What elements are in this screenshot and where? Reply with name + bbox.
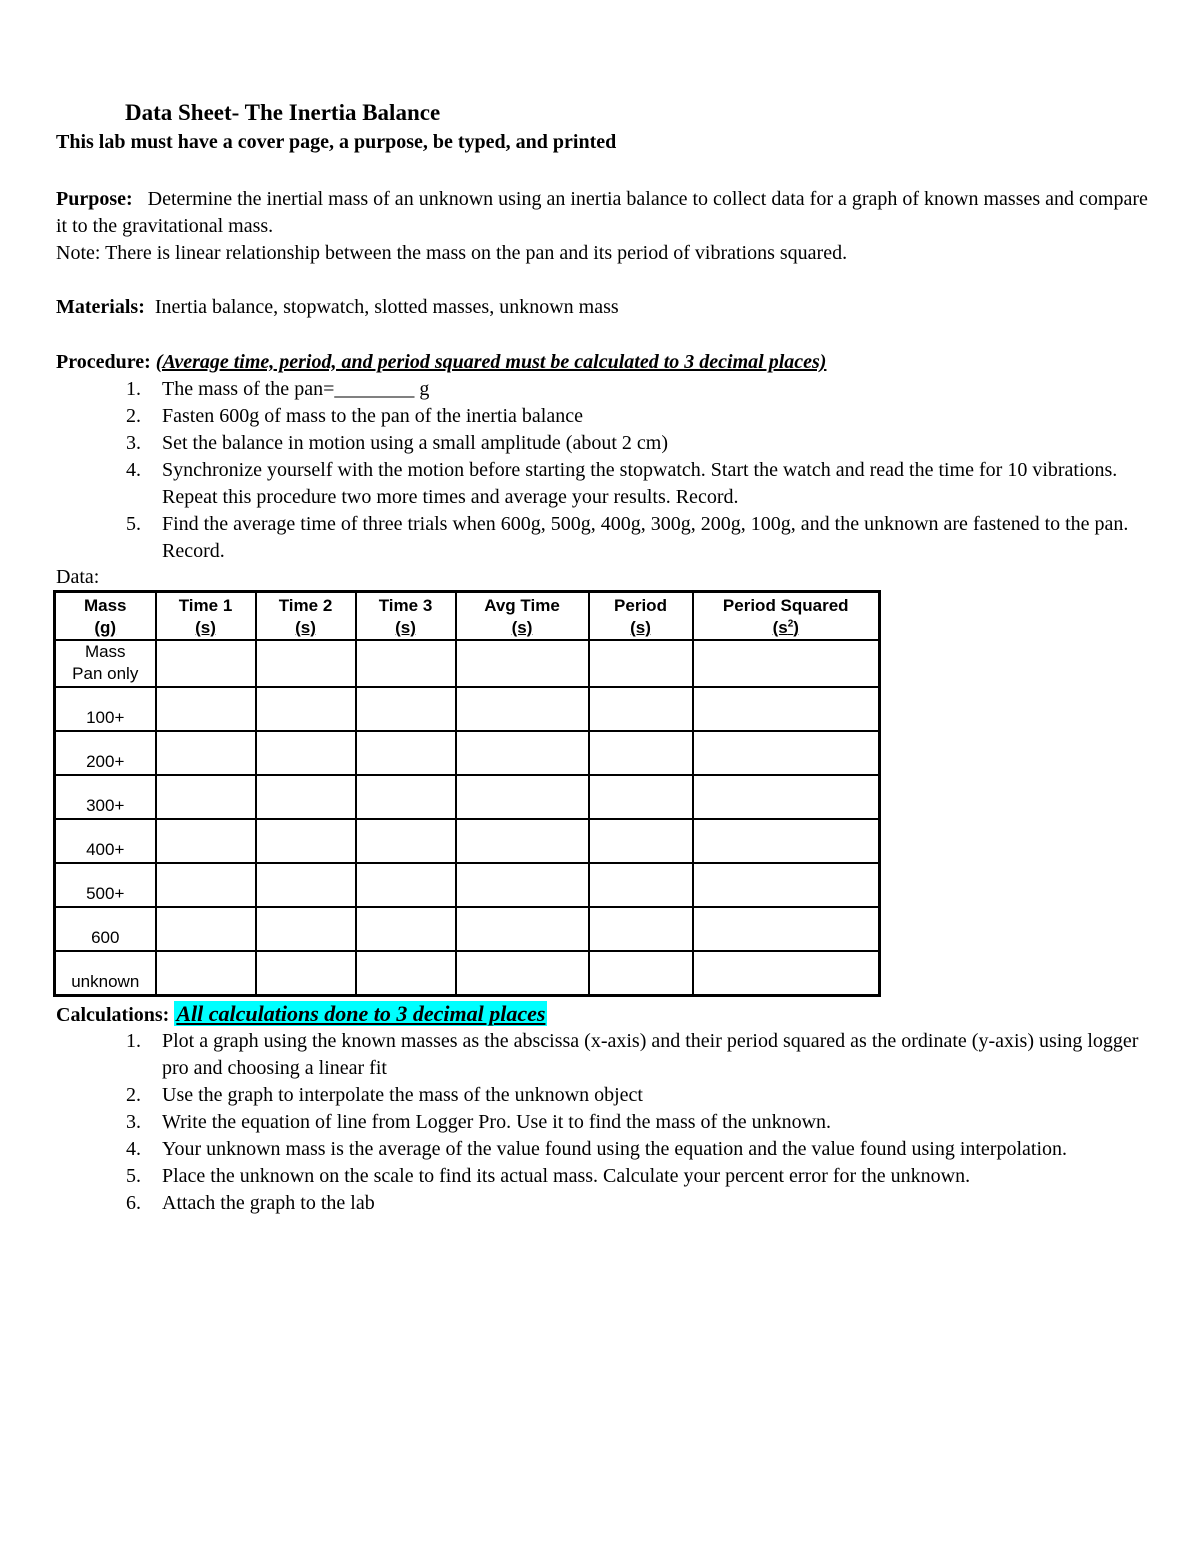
time-2-cell[interactable]	[256, 819, 356, 863]
step-number: 3.	[126, 432, 141, 454]
time-2-cell[interactable]	[256, 775, 356, 819]
time-2-cell[interactable]	[256, 951, 356, 995]
calculation-steps	[126, 1028, 1156, 1217]
avg-time-cell[interactable]	[456, 731, 589, 775]
step-number: 2.	[126, 405, 141, 427]
avg-time-cell[interactable]	[456, 951, 589, 995]
calculations-heading	[56, 1000, 547, 1029]
time-1-cell[interactable]	[156, 731, 256, 775]
period-cell[interactable]	[589, 819, 693, 863]
mass-cell: 300+	[55, 775, 156, 819]
list-item	[126, 1028, 1156, 1082]
time-1-cell[interactable]	[156, 863, 256, 907]
materials-label: Materials:	[56, 296, 145, 318]
step-number: 4.	[126, 1138, 141, 1160]
data-table	[53, 590, 881, 997]
list-item	[126, 1109, 1156, 1136]
time-3-cell[interactable]	[356, 907, 456, 951]
mass-cell: 500+	[55, 863, 156, 907]
step-number: 4.	[126, 459, 141, 481]
step-text: Write the equation of line from Logger Pro. Use it to find the mass of the unknown.	[162, 1111, 832, 1133]
data-label: Data:	[56, 566, 100, 588]
time-3-cell[interactable]	[356, 687, 456, 731]
step-number: 5.	[126, 1165, 141, 1187]
period-cell[interactable]	[589, 687, 693, 731]
list-item	[126, 511, 1156, 565]
time-1-cell[interactable]	[156, 687, 256, 731]
table-row	[55, 731, 880, 775]
time-3-cell[interactable]	[356, 775, 456, 819]
step-text: Plot a graph using the known masses as the abscissa (x-axis) and their period squared as the ordinate (y-axis) using logger pro and choosing a linear fit	[162, 1030, 1139, 1079]
step-number: 1.	[126, 1030, 141, 1052]
avg-time-cell[interactable]	[456, 775, 589, 819]
period-squared-cell[interactable]	[693, 951, 880, 995]
avg-time-cell[interactable]	[456, 819, 589, 863]
step-text: Fasten 600g of mass to the pan of the inertia balance	[162, 405, 583, 427]
procedure-label: Procedure:	[56, 351, 151, 373]
list-item	[126, 376, 1156, 403]
time-1-cell[interactable]	[156, 951, 256, 995]
time-1-cell[interactable]	[156, 907, 256, 951]
time-3-cell[interactable]	[356, 731, 456, 775]
mass-cell: unknown	[55, 951, 156, 995]
header-mass: Mass (g)	[55, 592, 156, 641]
header-period: Period (s)	[589, 592, 693, 641]
step-text: Attach the graph to the lab	[162, 1192, 375, 1214]
avg-time-cell[interactable]	[456, 863, 589, 907]
table-row	[55, 951, 880, 995]
purpose-text: Determine the inertial mass of an unknown using an inertia balance to collect data for a graph of known masses and compare it to the gravitational mass.	[56, 188, 1148, 237]
calculations-label: Calculations:	[56, 1004, 170, 1026]
period-squared-cell[interactable]	[693, 863, 880, 907]
header-time-2: Time 2 (s)	[256, 592, 356, 641]
period-squared-cell[interactable]	[693, 819, 880, 863]
period-cell[interactable]	[589, 863, 693, 907]
step-text: Find the average time of three trials when 600g, 500g, 400g, 300g, 200g, 100g, and the unknown are fastened to the pan. Record.	[162, 513, 1129, 562]
list-item	[126, 1136, 1156, 1163]
mass-cell: 600	[55, 907, 156, 951]
step-number: 5.	[126, 513, 141, 535]
mass-cell: Mass Pan only	[55, 640, 156, 687]
period-squared-cell[interactable]	[693, 907, 880, 951]
time-3-cell[interactable]	[356, 863, 456, 907]
list-item	[126, 457, 1156, 511]
list-item	[126, 1082, 1156, 1109]
time-3-cell[interactable]	[356, 819, 456, 863]
time-2-cell[interactable]	[256, 687, 356, 731]
period-squared-cell[interactable]	[693, 731, 880, 775]
step-text: Synchronize yourself with the motion before starting the stopwatch. Start the watch and read the time for 10 vibrations. Repeat this procedure two more times and average your results. Record.	[162, 459, 1118, 508]
avg-time-cell[interactable]	[456, 687, 589, 731]
header-period-squared: Period Squared $(s^2)$	[693, 592, 880, 641]
procedure-note: (Average time, period, and period squared must be calculated to 3 decimal places)	[155, 351, 827, 373]
procedure-steps	[126, 376, 1156, 565]
purpose-label: Purpose:	[56, 188, 133, 210]
purpose-section	[56, 186, 1156, 267]
time-2-cell[interactable]	[256, 731, 356, 775]
list-item	[126, 1190, 1156, 1217]
materials-section	[56, 294, 1156, 321]
step-text: Place the unknown on the scale to find its actual mass. Calculate your percent error for the unknown.	[162, 1165, 971, 1187]
header-avg-time: Avg Time (s)	[456, 592, 589, 641]
period-squared-cell[interactable]	[693, 687, 880, 731]
table-row	[55, 775, 880, 819]
list-item	[126, 403, 1156, 430]
step-text: Set the balance in motion using a small amplitude (about 2 cm)	[162, 432, 668, 454]
header-time-3: Time 3 (s)	[356, 592, 456, 641]
calculations-highlight: All calculations done to 3 decimal places	[176, 1001, 546, 1026]
step-number: 2.	[126, 1084, 141, 1106]
time-3-cell[interactable]	[356, 640, 456, 687]
mass-cell: 200+	[55, 731, 156, 775]
step-text: The mass of the pan=________ g	[162, 378, 430, 400]
mass-cell: 100+	[55, 687, 156, 731]
table-header-row	[55, 592, 880, 641]
list-item	[126, 430, 1156, 457]
mass-cell: 400+	[55, 819, 156, 863]
step-text: Use the graph to interpolate the mass of the unknown object	[162, 1084, 643, 1106]
procedure-heading	[56, 349, 1156, 376]
lab-requirement: This lab must have a cover page, a purpose, be typed, and printed	[56, 131, 617, 153]
time-1-cell[interactable]	[156, 819, 256, 863]
period-cell[interactable]	[589, 775, 693, 819]
step-number: 6.	[126, 1192, 141, 1214]
time-2-cell[interactable]	[256, 863, 356, 907]
table-row	[55, 907, 880, 951]
purpose-note: Note: There is linear relationship between the mass on the pan and its period of vibrations squared.	[56, 242, 848, 264]
time-1-cell[interactable]	[156, 640, 256, 687]
table-row	[55, 640, 880, 687]
table-row	[55, 863, 880, 907]
time-3-cell[interactable]	[356, 951, 456, 995]
page-title: Data Sheet- The Inertia Balance	[125, 100, 441, 125]
list-item	[126, 1163, 1156, 1190]
step-text: Your unknown mass is the average of the value found using the equation and the value found using interpolation.	[162, 1138, 1068, 1160]
period-squared-cell[interactable]	[693, 640, 880, 687]
period-squared-cell[interactable]	[693, 775, 880, 819]
period-cell[interactable]	[589, 951, 693, 995]
table-row	[55, 819, 880, 863]
time-2-cell[interactable]	[256, 640, 356, 687]
step-number: 3.	[126, 1111, 141, 1133]
materials-text: Inertia balance, stopwatch, slotted masses, unknown mass	[154, 296, 619, 318]
header-time-1: Time 1 (s)	[156, 592, 256, 641]
period-cell[interactable]	[589, 907, 693, 951]
avg-time-cell[interactable]	[456, 907, 589, 951]
period-cell[interactable]	[589, 640, 693, 687]
time-1-cell[interactable]	[156, 775, 256, 819]
period-cell[interactable]	[589, 731, 693, 775]
time-2-cell[interactable]	[256, 907, 356, 951]
avg-time-cell[interactable]	[456, 640, 589, 687]
table-row	[55, 687, 880, 731]
step-number: 1.	[126, 378, 141, 400]
